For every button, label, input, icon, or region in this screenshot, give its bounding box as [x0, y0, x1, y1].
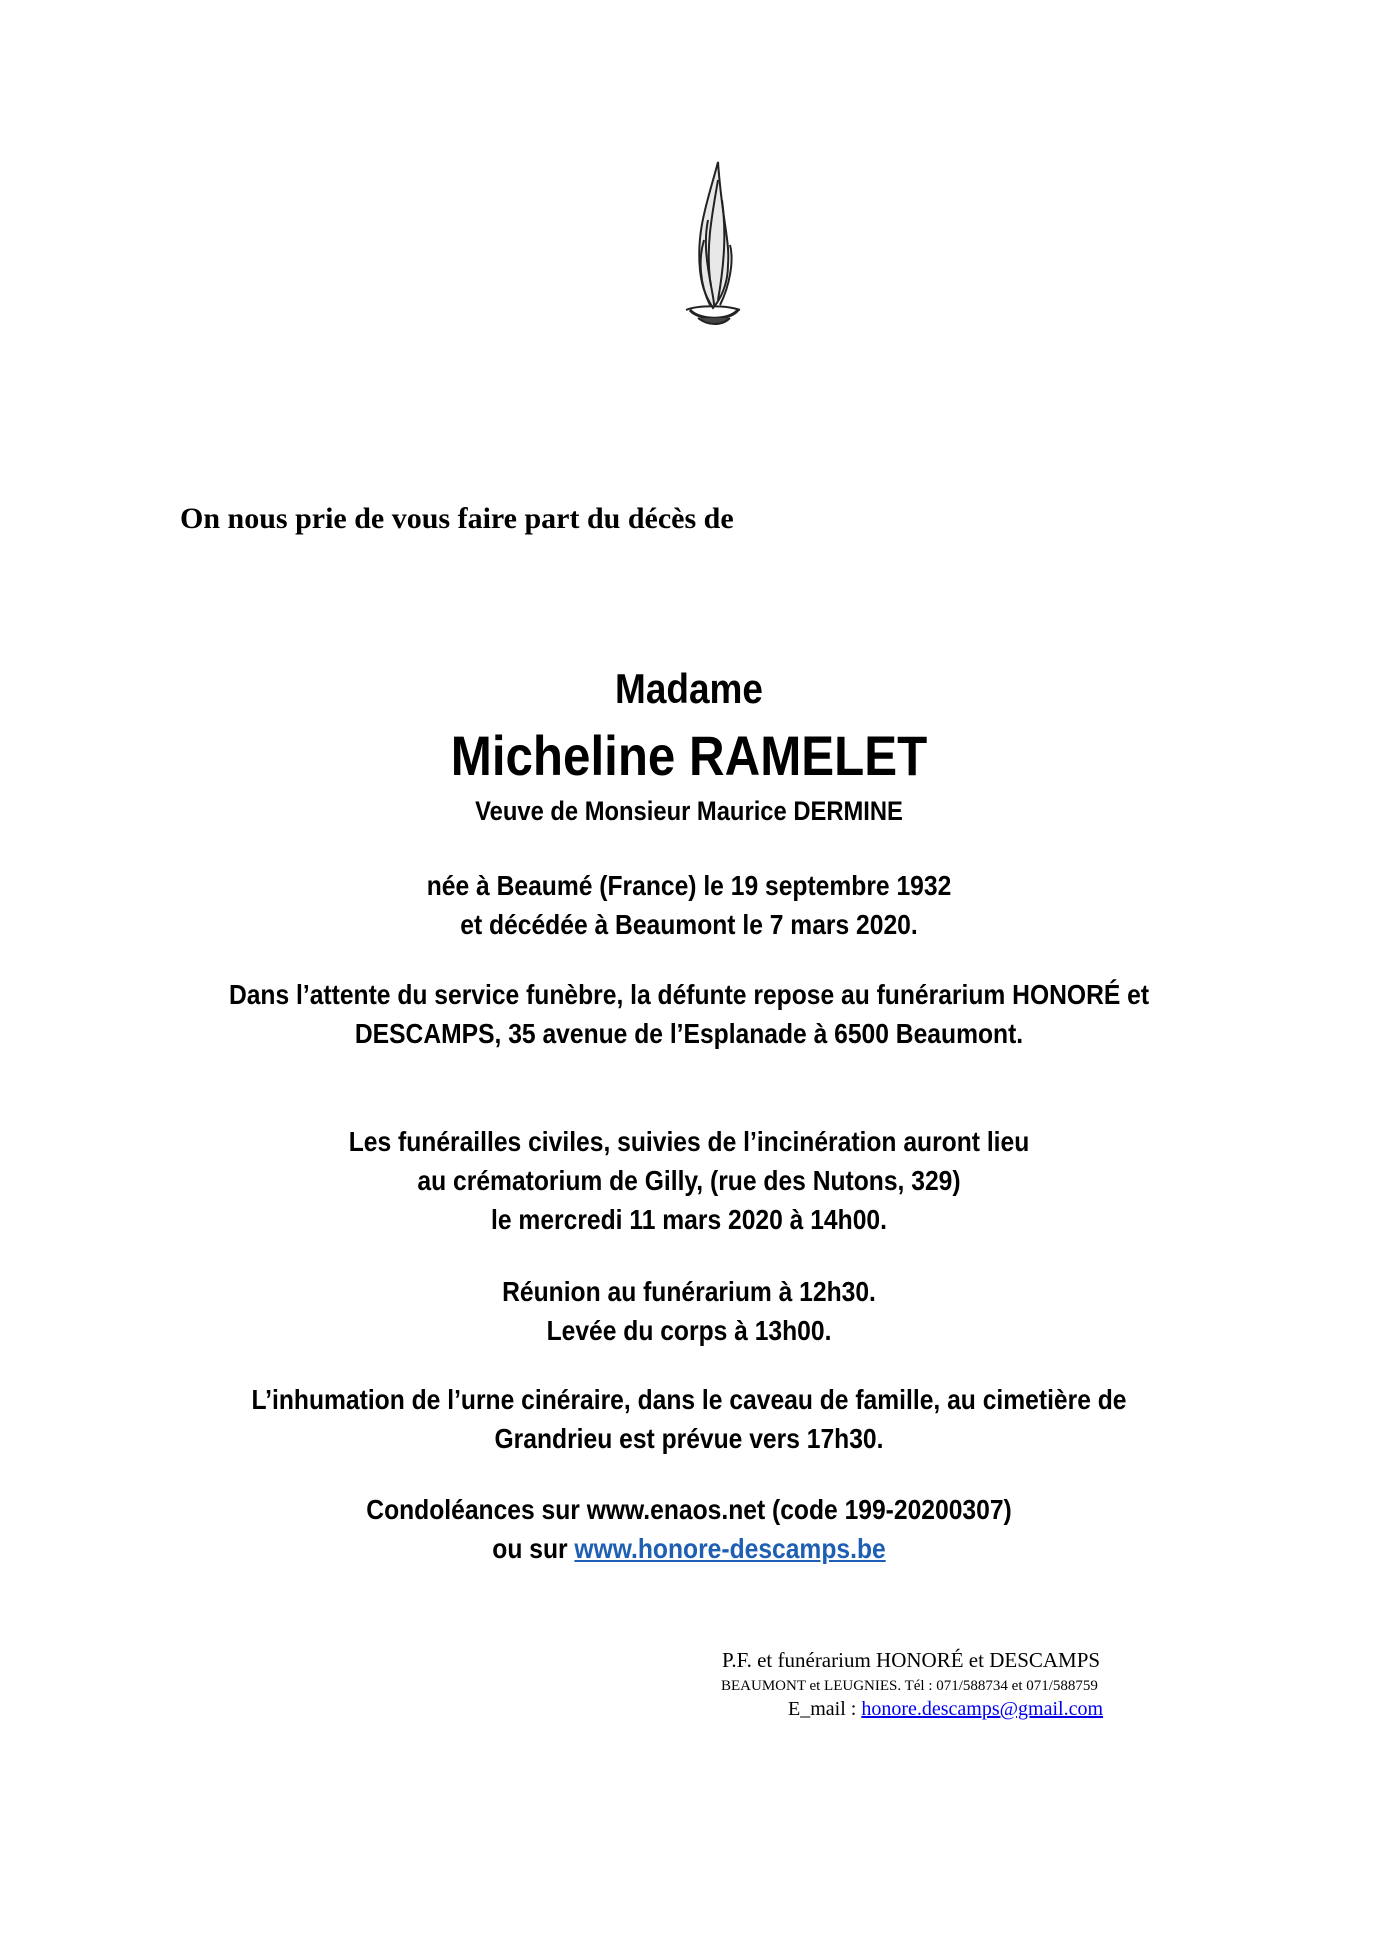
birth-line: née à Beaumé (France) le 19 septembre 1932	[426, 870, 952, 901]
footer-email-line	[788, 1698, 1103, 1721]
ceremony-line-1: Les funérailles civiles, suivies de l’incinération auront lieu	[348, 1126, 1030, 1157]
intro-text: On nous prie de vous faire part du décès de	[180, 502, 734, 535]
footer-contact: BEAUMONT et LEUGNIES. Tél : 071/588734 et 071/588759	[721, 1678, 1098, 1694]
flame-icon	[678, 160, 748, 330]
burial-block	[83, 1380, 1296, 1458]
widow-of: Veuve de Monsieur Maurice DERMINE	[475, 796, 903, 826]
person-name: Micheline RAMELET	[450, 724, 928, 787]
rest-line-1: Dans l’attente du service funèbre, la défunte repose au funérarium HONORÉ et	[228, 979, 1150, 1010]
footer-email-link[interactable]: honore.descamps@gmail.com	[861, 1698, 1104, 1720]
birth-death-block	[83, 866, 1296, 944]
condolences-block	[83, 1490, 1296, 1568]
burial-line-2: Grandrieu est prévue vers 17h30.	[494, 1423, 884, 1454]
footer-email-label: E_mail :	[788, 1698, 857, 1720]
ceremony-line-3: le mercredi 11 mars 2020 à 14h00.	[491, 1204, 887, 1235]
death-line: et décédée à Beaumont le 7 mars 2020.	[460, 909, 918, 940]
ceremony-line-2: au crématorium de Gilly, (rue des Nutons, 329)	[417, 1165, 961, 1196]
condolences-line-1: Condoléances sur www.enaos.net (code 199-20200307)	[366, 1494, 1012, 1525]
rest-line-2: DESCAMPS, 35 avenue de l’Esplanade à 6500 Beaumont.	[354, 1018, 1024, 1049]
condolences-prefix: ou sur	[492, 1533, 568, 1564]
person-title: Madame	[615, 665, 763, 712]
rest-block	[83, 975, 1296, 1053]
footer-company: P.F. et funérarium HONORÉ et DESCAMPS	[722, 1648, 1101, 1672]
schedule-block	[83, 1272, 1296, 1350]
burial-line-1: L’inhumation de l’urne cinéraire, dans le caveau de famille, au cimetière de	[251, 1384, 1127, 1415]
ceremony-block	[83, 1122, 1296, 1239]
condolences-line-2	[83, 1529, 1296, 1568]
condolences-link[interactable]: www.honore-descamps.be	[574, 1533, 886, 1564]
departure-line: Levée du corps à 13h00.	[546, 1315, 832, 1346]
meeting-line: Réunion au funérarium à 12h30.	[502, 1276, 876, 1307]
